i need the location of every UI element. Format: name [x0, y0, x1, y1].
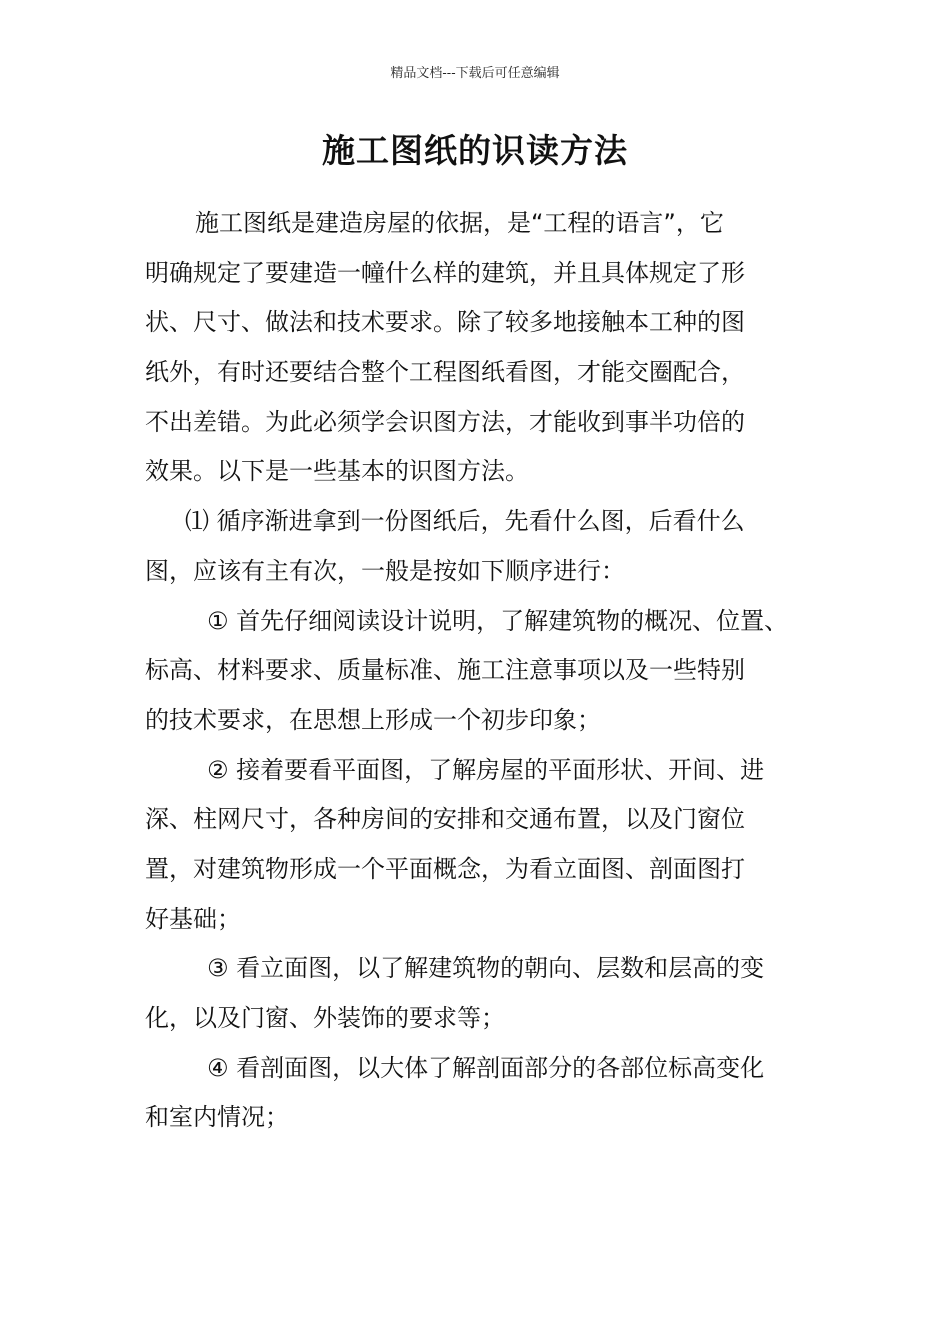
paragraph-line: 纸外，有时还要结合整个工程图纸看图，才能交圈配合， [145, 358, 745, 387]
list-item-line: ④ 看剖面图，以大体了解剖面部分的各部位标高变化 [207, 1053, 765, 1082]
paragraph-line: 效果。以下是一些基本的识图方法。 [145, 457, 529, 486]
list-item-line: 标高、材料要求、质量标准、施工注意事项以及一些特别 [145, 656, 745, 685]
paragraph-line: 施工图纸是建造房屋的依据，是“工程的语言”，它 [195, 209, 724, 237]
section-line: 图，应该有主有次，一般是按如下顺序进行： [145, 556, 625, 585]
list-item-line: 置，对建筑物形成一个平面概念，为看立面图、剖面图打 [145, 854, 745, 883]
document-body [145, 199, 825, 1143]
paragraph-line: 不出差错。为此必须学会识图方法，才能收到事半功倍的 [145, 407, 745, 436]
list-item-line: 和室内情况； [145, 1103, 289, 1132]
document-title: 施工图纸的识读方法 [322, 131, 628, 170]
list-item-line: 好基础； [145, 904, 241, 933]
list-item-line: ② 接着要看平面图，了解房屋的平面形状、开间、进 [207, 755, 765, 784]
paragraph-line: 状、尺寸、做法和技术要求。除了较多地接触本工种的图 [145, 308, 745, 337]
page-header: 精品文档---下载后可任意编辑 [390, 66, 560, 81]
section-line: ⑴ 循序渐进拿到一份图纸后，先看什么图，后看什么 [185, 507, 745, 536]
paragraph-line: 明确规定了要建造一幢什么样的建筑，并且具体规定了形 [145, 258, 745, 287]
list-item-line: ① 首先仔细阅读设计说明，了解建筑物的概况、位置、 [207, 606, 789, 635]
list-item-line: 的技术要求，在思想上形成一个初步印象； [145, 705, 601, 734]
list-item-line: 化，以及门窗、外装饰的要求等； [145, 1004, 505, 1032]
list-item-line: 深、柱网尺寸，各种房间的安排和交通布置，以及门窗位 [145, 805, 745, 834]
list-item-line: ③ 看立面图，以了解建筑物的朝向、层数和层高的变 [207, 954, 765, 983]
